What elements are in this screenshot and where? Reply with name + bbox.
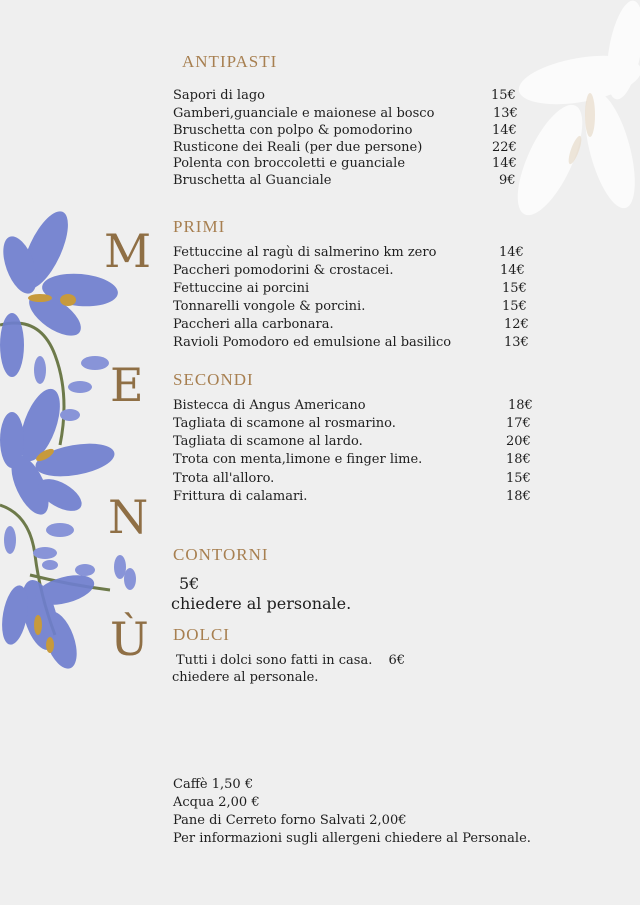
contorni-note: chiedere al personale. (171, 594, 352, 613)
contorni-price: 5€ (179, 574, 200, 593)
item-price: 15€ (506, 471, 531, 486)
dolci-line (176, 653, 405, 668)
menu-item (173, 433, 531, 451)
item-price: 12€ (504, 317, 529, 332)
item-name: Rusticone dei Reali (per due persone) (173, 140, 423, 155)
item-name: Tagliata di scamone al rosmarino. (173, 416, 396, 431)
section-title-secondi: SECONDI (173, 370, 254, 389)
item-name: Ravioli Pomodoro ed emulsione al basilico (173, 335, 452, 350)
menu-letter-m: M (104, 224, 152, 278)
menu-letter-u: Ù (110, 612, 149, 666)
menu-item (173, 488, 531, 506)
menu-item (173, 244, 524, 262)
menu-item (173, 397, 533, 415)
menu-letter-e: E (110, 358, 144, 412)
item-price: 17€ (506, 416, 531, 431)
item-price: 14€ (492, 123, 517, 138)
section-title-antipasti: ANTIPASTI (182, 52, 278, 71)
menu-item (173, 172, 516, 190)
item-price: 18€ (506, 452, 531, 467)
item-name: Trota con menta,limone e finger lime. (173, 452, 423, 467)
menu-item (173, 262, 525, 280)
item-name: Fettuccine al ragù di salmerino km zero (173, 245, 437, 260)
item-price: 14€ (499, 245, 524, 260)
item-price: 13€ (504, 335, 529, 350)
item-price: 15€ (491, 88, 516, 103)
item-price: 18€ (508, 398, 533, 413)
menu-item (173, 298, 527, 316)
item-name: Paccheri alla carbonara. (173, 317, 334, 332)
item-price: 14€ (500, 263, 525, 278)
dolci-price: 6€ (388, 653, 406, 668)
section-title-dolci: DOLCI (173, 625, 230, 644)
menu-item (173, 155, 517, 173)
item-price: 14€ (492, 156, 517, 171)
item-price: 15€ (502, 299, 527, 314)
menu-item (173, 122, 517, 140)
item-price: 15€ (502, 281, 527, 296)
item-price: 13€ (493, 106, 518, 121)
section-title-primi: PRIMI (173, 217, 226, 236)
item-price: 20€ (506, 434, 531, 449)
menu-item (173, 334, 529, 352)
item-name: Paccheri pomodorini & crostacei. (173, 263, 394, 278)
footer-line: Caffè 1,50 € (173, 777, 254, 792)
item-name: Tagliata di scamone al lardo. (173, 434, 363, 449)
menu-item (173, 280, 527, 298)
footer-line: Acqua 2,00 € (173, 795, 260, 810)
menu-letter-n: N (108, 490, 149, 544)
menu-item (173, 451, 531, 469)
item-name: Bruschetta al Guanciale (173, 173, 332, 188)
menu-item (173, 316, 529, 334)
item-price: 9€ (499, 173, 516, 188)
section-title-contorni: CONTORNI (173, 545, 269, 564)
item-name: Sapori di lago (173, 88, 265, 103)
item-name: Frittura di calamari. (173, 489, 308, 504)
item-price: 18€ (506, 489, 531, 504)
footer-line: Per informazioni sugli allergeni chiedere al Personale. (173, 831, 531, 846)
dolci-description: Tutti i dolci sono fatti in casa. (176, 653, 373, 668)
item-name: Trota all'alloro. (173, 471, 275, 486)
menu-item (173, 87, 516, 105)
item-name: Fettuccine ai porcini (173, 281, 310, 296)
menu-item (173, 470, 531, 488)
item-price: 22€ (492, 140, 517, 155)
item-name: Tonnarelli vongole & porcini. (173, 299, 366, 314)
item-name: Bruschetta con polpo & pomodorino (173, 123, 413, 138)
menu-item (173, 105, 518, 123)
menu-item (173, 415, 531, 433)
dolci-note: chiedere al personale. (172, 670, 319, 685)
item-name: Polenta con broccoletti e guanciale (173, 156, 406, 171)
item-name: Gamberi,guanciale e maionese al bosco (173, 106, 435, 121)
footer-line: Pane di Cerreto forno Salvati 2,00€ (173, 813, 407, 828)
item-name: Bistecca di Angus Americano (173, 398, 366, 413)
